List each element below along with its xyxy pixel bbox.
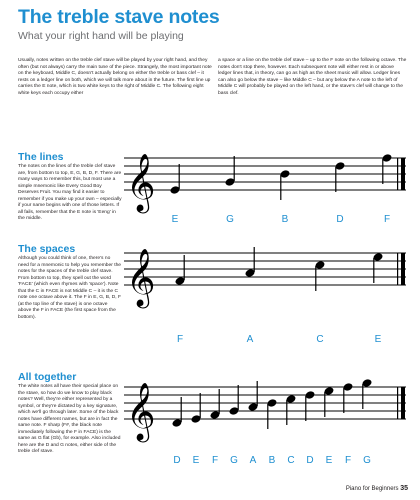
note-labels-spaces	[120, 334, 410, 350]
note-label-F: F	[176, 334, 184, 345]
staff-all-together	[120, 373, 410, 449]
note-label-F: F	[344, 455, 352, 466]
note-label-E: E	[325, 455, 333, 466]
treble-clef-icon: 𝄞	[126, 153, 156, 211]
section-body-spaces: Although you could think of one, there's no need for a mnemonic to help you remember the notes for the spaces of the treble clef stave. From bottom to top, they spell out the word 'FACE' (which even rhymes with 'space'). Note that the C in FACE is not Middle C – it is the C note one octave above it. The F in E, G, B, D, F (at the top line of the stave) is one octave above the F in FACE (the first space from the bottom).	[18, 256, 122, 320]
note-label-E: E	[192, 455, 200, 466]
note-labels-all-together	[120, 455, 410, 471]
note-label-C: C	[287, 455, 295, 466]
section-heading-lines: The lines	[18, 151, 64, 163]
note-label-F: F	[383, 214, 391, 225]
page-number: 35	[400, 485, 408, 492]
barline-thick	[401, 158, 405, 190]
barline-thick	[401, 253, 405, 285]
barline-thin	[397, 253, 398, 285]
section-heading-spaces: The spaces	[18, 243, 76, 255]
note-label-B: B	[281, 214, 289, 225]
barline-thin	[397, 387, 398, 419]
page-footer	[346, 485, 408, 492]
note-label-G: G	[230, 455, 238, 466]
section-body-all-together: The white notes all have their special place on the stave, so how do we know to play black notes? Well, they're either represented by a symbol, or they're dictated by a key signature, which we'll go through later. Some of the black notes have different names, but are in fact the same note. F sharp (F#, the black note immediately following the F in FACE) is the same as G flat (Gb), for example. Also included here are the D and G notes, either side of the treble clef stave.	[18, 384, 121, 454]
footer-title: Piano for Beginners	[345, 486, 399, 492]
note-label-A: A	[246, 334, 254, 345]
note-labels-lines	[120, 214, 410, 230]
note-label-E: E	[374, 334, 382, 345]
note-label-B: B	[268, 455, 276, 466]
page-subtitle: What your right hand will be playing	[18, 30, 184, 42]
note-label-D: D	[173, 455, 181, 466]
note-label-C: C	[316, 334, 324, 345]
note-label-F: F	[211, 455, 219, 466]
intro-paragraph-right: a space or a line on the treble clef stave – up to the F note on the following octave. The notes don't stop there, however. Each subsequent note will either rest in or above ledger lines that, in theory, can go as high as the sheet music will allow. Ledger lines can also go below the stave – like Middle C – but any below the A note to the left of Middle C will probably be played on the left hand, or the stave's clef will change to the bass clef.	[218, 58, 407, 96]
note-label-G: G	[226, 214, 234, 225]
note-label-A: A	[249, 455, 257, 466]
barline-thick	[401, 387, 405, 419]
intro-paragraph-left: Usually, notes written on the treble clef stave will be played by your right hand, and they often (but not always) carry the main tune of the piece. Strangely, the most important note on the keyboard, Middle C, doesn't actually belong on either the treble or bass clef – it rests on a ledger line on both, which we will talk more about in the future. The first line up carries the E note, which is two white keys to the right of Middle C. The following eight white keys each occupy either	[18, 58, 212, 96]
barline-thin	[397, 158, 398, 190]
note-label-E: E	[171, 214, 179, 225]
note-label-D: D	[306, 455, 314, 466]
treble-clef-icon: 𝄞	[126, 382, 156, 440]
note-label-D: D	[336, 214, 344, 225]
treble-clef-icon: 𝄞	[126, 248, 156, 306]
staff-spaces	[120, 247, 410, 309]
section-heading-all-together: All together	[18, 371, 77, 383]
note-label-G: G	[363, 455, 371, 466]
staff-lines	[120, 152, 410, 214]
section-body-lines: The notes on the lines of the treble clef stave are, from bottom to top, E, G, B, D, F. There are many ways to remember this, but most use a simple mnemonic like Every Good Boy Deserves Fruit. You may find it easier to remember if you make up your own – especially if your name begins with one of those letters. If all fails, remember that the E note is 'Eeng' in the middle.	[18, 164, 122, 221]
page-title: The treble stave notes	[18, 6, 220, 28]
